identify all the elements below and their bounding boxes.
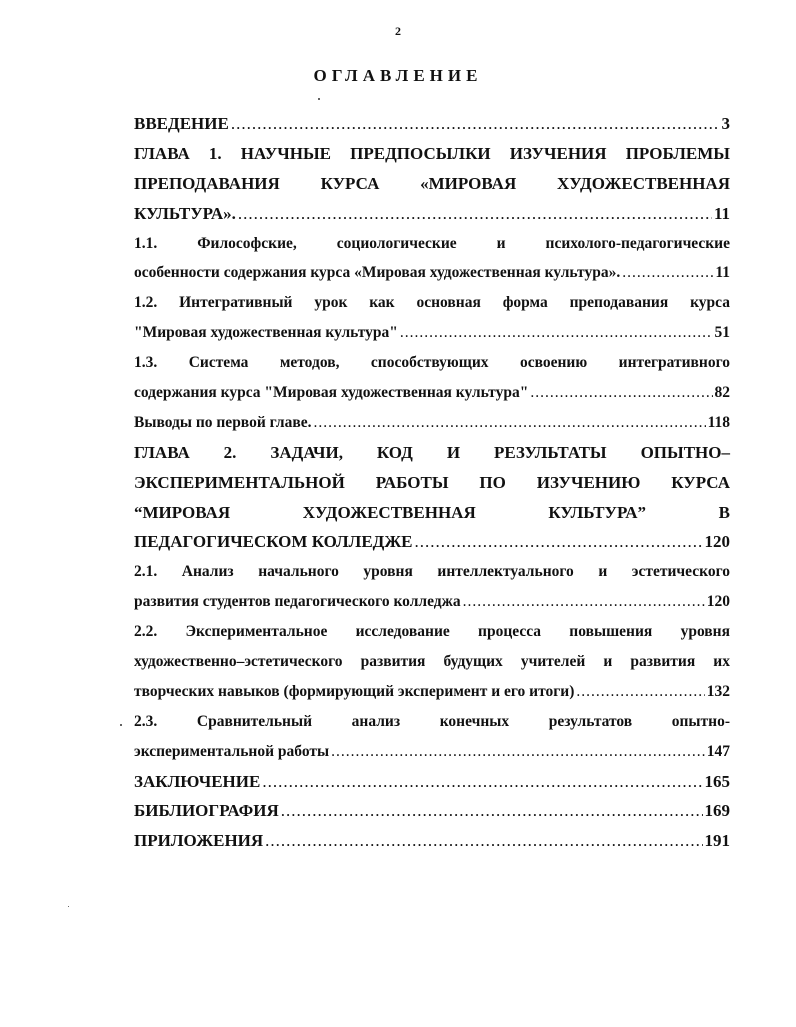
scan-speck [68,906,69,907]
toc-entry-text: особенности содержания курса «Мировая художественная культура». [134,264,621,282]
toc-entry [134,109,730,139]
toc-entry-line: 2.2. Экспериментальное исследование процесса повышения уровня [134,623,730,641]
toc-entry-line: 1.3. Система методов, способствующих освоению интегративного [134,354,730,372]
dot-leader [400,318,713,348]
toc-entry [134,288,730,348]
toc-entry-text: ЗАКЛЮЧЕНИЕ [134,771,261,791]
toc-page-number: 191 [704,831,730,851]
toc-entry-line: 2.3. Сравнительный анализ конечных результатов опытно- [134,712,730,730]
toc-entry-line: ЭКСПЕРИМЕНТАЛЬНОЙ РАБОТЫ ПО ИЗУЧЕНИЮ КУРСА [134,472,730,492]
toc-entry-text: экспериментальной работы [134,742,330,760]
toc-page-number: 118 [707,413,730,431]
toc-entry-line-last [134,587,730,617]
toc-entry-text: развития студентов педагогического колледжа [134,593,461,611]
toc-page-number: 120 [704,532,730,552]
toc-page-number: 165 [704,771,730,791]
dot-leader [463,587,705,617]
toc-entry-line-last [134,408,730,438]
toc-entry [134,408,730,438]
toc-page-number: 82 [714,384,730,402]
toc-entry [134,139,730,229]
toc-entry-line: ГЛАВА 1. НАУЧНЫЕ ПРЕДПОСЫЛКИ ИЗУЧЕНИЯ ПРОБЛЕМЫ [134,143,730,163]
toc-entry-text: ПРИЛОЖЕНИЯ [134,831,264,851]
toc-entry-line-last [134,318,730,348]
toc-entry-text: творческих навыков (формирующий эксперимент и его итоги) [134,682,575,700]
dot-leader [313,408,705,438]
toc-page-number: 169 [704,801,730,821]
toc-entry-line: 1.1. Философские, социологические и психолого-педагогические [134,234,730,252]
toc-page-number: 11 [715,264,730,282]
toc-entry [134,557,730,617]
dot-leader [530,378,712,408]
toc-entry-line-last [134,767,730,797]
dot-leader [415,527,703,557]
toc-entry-text: "Мировая художественная культура" [134,324,398,342]
dot-leader [265,826,702,856]
scan-speck [318,98,320,100]
toc-entry [134,438,730,558]
toc-entry-line-last [134,199,730,229]
toc-entry-line: “МИРОВАЯ ХУДОЖЕСТВЕННАЯ КУЛЬТУРА” В [134,502,730,522]
toc-entry-line: 2.1. Анализ начального уровня интеллектуального и эстетического [134,563,730,581]
toc-entry-line-last [134,258,730,288]
toc-entry-line-last [134,677,730,707]
toc-entry [134,826,730,856]
toc-entry-line: ПРЕПОДАВАНИЯ КУРСА «МИРОВАЯ ХУДОЖЕСТВЕННАЯ [134,173,730,193]
toc-entry-line-last [134,527,730,557]
toc-entry [134,229,730,289]
toc-page-number: 132 [706,682,730,700]
toc-page-number: 11 [713,203,730,223]
dot-leader [622,258,713,288]
dot-leader [281,796,703,826]
toc-title: ОГЛАВЛЕНИЕ [313,66,483,85]
toc-entry-text: Выводы по первой главе. [134,413,312,431]
toc-entry-line: художественно–эстетического развития будущих учителей и развития их [134,653,730,671]
dot-leader [262,767,702,797]
toc-page-number: 51 [714,324,730,342]
dot-leader [331,737,705,767]
toc-entry [134,617,730,707]
dot-leader [238,199,712,229]
dot-leader [231,109,720,139]
toc-entry-text: КУЛЬТУРА». [134,203,236,223]
dot-leader [576,677,704,707]
toc-entry-text: ВВЕДЕНИЕ [134,114,229,133]
scan-speck [120,724,122,726]
toc-entry [134,767,730,797]
toc-entry-line-last [134,378,730,408]
toc-entry-line-last [134,826,730,856]
toc-entry-text: ПЕДАГОГИЧЕСКОМ КОЛЛЕДЖЕ [134,532,413,552]
toc-entry-text: содержания курса "Мировая художественная культура" [134,384,529,402]
toc-page-number: 3 [721,114,730,133]
toc-entry-line: 1.2. Интегративный урок как основная форма преподавания курса [134,294,730,312]
toc-entry [134,707,730,767]
toc-entry-text: БИБЛИОГРАФИЯ [134,801,279,821]
toc-entry-line-last [134,796,730,826]
toc-entry [134,796,730,826]
toc-entry-line: ГЛАВА 2. ЗАДАЧИ, КОД И РЕЗУЛЬТАТЫ ОПЫТНО– [134,442,730,462]
page-number: 2 [395,24,401,38]
toc-page-number: 147 [706,742,730,760]
toc-entry-line-last [134,737,730,767]
toc-entry [134,348,730,408]
toc-page-number: 120 [706,593,730,611]
toc-entry-line-last [134,109,730,139]
table-of-contents [134,109,730,856]
